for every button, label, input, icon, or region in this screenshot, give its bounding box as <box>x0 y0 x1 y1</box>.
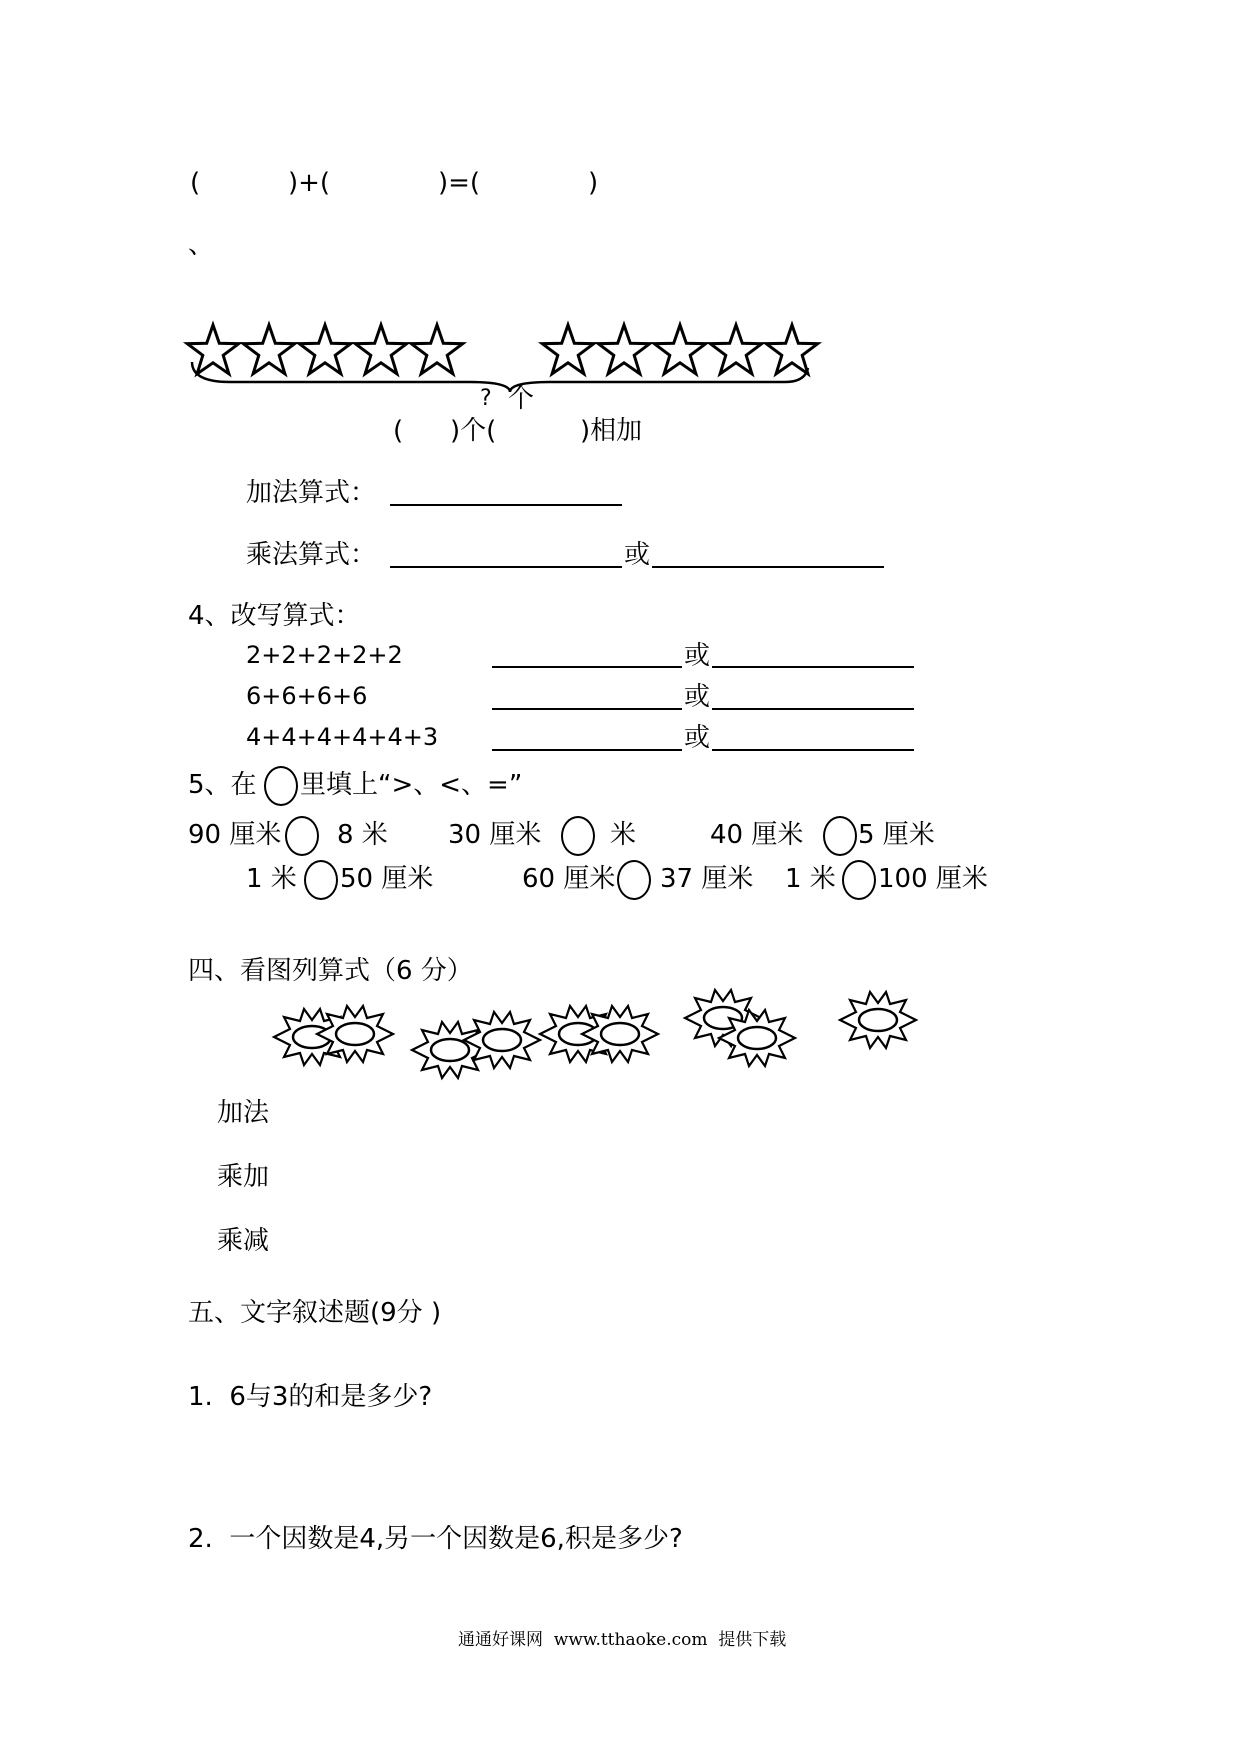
q4-expr: 4+4+4+4+4+3 <box>246 723 439 751</box>
q5-title-post: 里填上“>、<、=” <box>300 770 523 800</box>
compare-left: 1 米 <box>246 864 297 894</box>
sun-icon <box>840 992 916 1048</box>
word-problem-1: 1. 6与3的和是多少? <box>188 1382 433 1412</box>
stray-mark: 、 <box>188 230 215 260</box>
or-label: 或 <box>624 540 651 570</box>
compare-left: 40 厘米 <box>710 820 804 850</box>
section5-title: 五、文字叙述题(9分 ) <box>188 1298 442 1328</box>
compare-left: 60 厘米 <box>522 864 616 894</box>
answer-label-addition: 加法 <box>217 1098 270 1128</box>
compare-right: 8 米 <box>337 820 388 850</box>
sum-paren: )个( <box>450 416 497 446</box>
sun-icon <box>464 1012 540 1068</box>
equation-paren: ) <box>588 168 599 198</box>
q4-title: 4、改写算式： <box>188 601 361 631</box>
sum-paren: )相加 <box>580 416 643 446</box>
q4-expr: 6+6+6+6 <box>246 682 368 710</box>
or-label: 或 <box>684 723 711 753</box>
or-label: 或 <box>684 682 711 712</box>
sum-paren: ( <box>393 416 404 446</box>
unit-ge: 个 <box>508 384 535 414</box>
multiplication-label: 乘法算式： <box>246 540 377 570</box>
q5-title-pre: 5、在 <box>188 770 257 800</box>
compare-left: 90 厘米 <box>188 820 282 850</box>
compare-right: 米 <box>610 820 637 850</box>
equation-paren: )+( <box>288 168 331 198</box>
sun-icon <box>412 1022 488 1078</box>
question-mark: ? <box>480 386 492 411</box>
q4-expr: 2+2+2+2+2 <box>246 641 403 669</box>
compare-right: 50 厘米 <box>340 864 434 894</box>
compare-right: 37 厘米 <box>660 864 754 894</box>
answer-label-mult-sub: 乘减 <box>217 1226 270 1256</box>
section4-title: 四、看图列算式（6 分） <box>188 956 473 986</box>
compare-right: 100 厘米 <box>878 864 988 894</box>
compare-left: 30 厘米 <box>448 820 542 850</box>
addition-label: 加法算式： <box>246 478 377 508</box>
compare-right: 5 厘米 <box>858 820 935 850</box>
equation-paren: ( <box>190 168 201 198</box>
footer: 通通好课网 www.tthaoke.com 提供下载 <box>458 1630 787 1650</box>
equation-paren: )=( <box>438 168 481 198</box>
answer-label-mult-add: 乘加 <box>217 1162 270 1192</box>
sun-icon <box>582 1006 658 1062</box>
sun-icon <box>317 1006 393 1062</box>
or-label: 或 <box>684 641 711 671</box>
compare-left: 1 米 <box>785 864 836 894</box>
word-problem-2: 2. 一个因数是4,另一个因数是6,积是多少? <box>188 1524 683 1554</box>
